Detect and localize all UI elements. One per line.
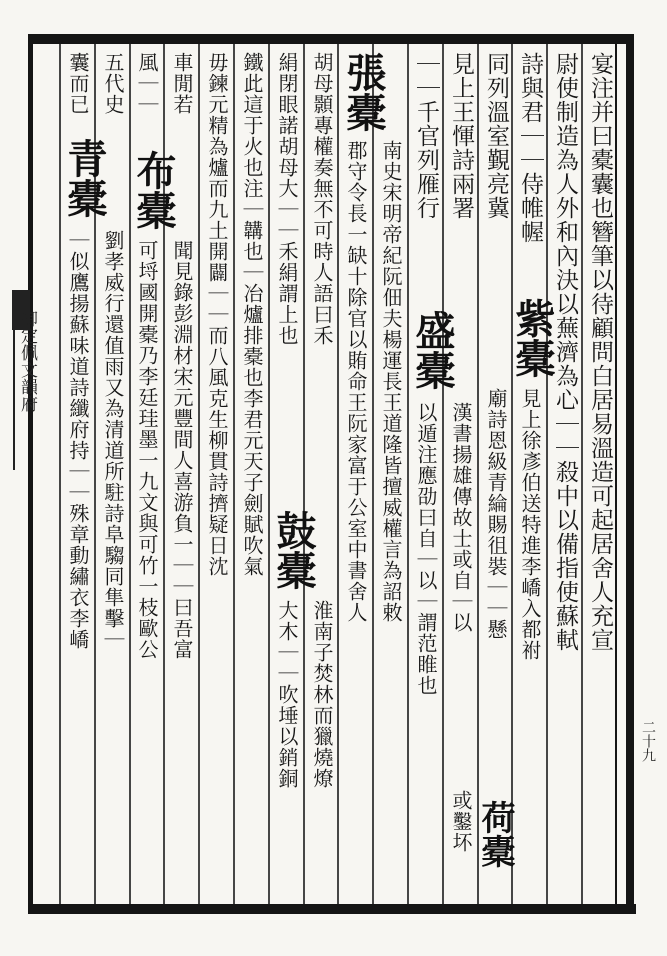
text-column-3: 詩與君｜｜侍帷幄 bbox=[517, 52, 543, 244]
headword-zi: 紫橐 bbox=[509, 298, 556, 378]
headword-he: 荷橐 bbox=[475, 800, 515, 868]
text-column-16: 五代史 bbox=[101, 52, 125, 115]
text-column-4: 同列溫室覲亮冀 bbox=[483, 52, 509, 220]
text-column-19: ｜似鷹揚蘇味道詩纖府持｜｜殊章動繡衣李嶠 bbox=[66, 230, 90, 650]
text-column-11: 鐵此這于火也注｜韝也｜冶爐排橐也李君元天子劍賦吹氣 bbox=[240, 52, 264, 577]
text-column-5: 見上王惲詩兩署 bbox=[448, 52, 474, 220]
gu-note-a: 大木｜｜吹埵以銷銅 bbox=[275, 600, 299, 789]
headword-gu: 鼓橐 bbox=[270, 510, 317, 590]
zi-note-b: 廟詩恩級青綸賜徂裝｜｜懸 bbox=[484, 388, 508, 640]
sheng-note-b: 以遁注應劭曰自｜以｜謂范睢也 bbox=[414, 402, 438, 696]
headword-qing: 青橐 bbox=[61, 138, 108, 218]
text-column-13: 車閒若 bbox=[170, 52, 194, 115]
page-frame-top bbox=[28, 34, 632, 44]
sheng-note-a: 漢書揚雄傳故士或自｜以 bbox=[449, 402, 473, 633]
page-frame-right bbox=[626, 34, 634, 914]
margin-side-note: 御定佩文韻府 bbox=[17, 310, 37, 412]
text-column-10: 絹閉眼諾胡母大｜｜禾絹謂上也 bbox=[275, 52, 299, 346]
page-frame-bottom bbox=[28, 904, 636, 914]
text-column-18: 劉孝威行還值雨又為清道所駐詩阜騶同隼擊｜ bbox=[101, 230, 125, 650]
text-column-14: 風｜｜ bbox=[135, 52, 159, 115]
text-column-2: 尉使制造為人外和內決以蕪濟為心｜｜殺中以備指使蘇軾 bbox=[552, 52, 578, 652]
sheng-note-c: 或鑿坏 bbox=[449, 790, 473, 853]
zi-note-a: 見上徐彥伯送特進李嶠入都祔 bbox=[518, 388, 542, 661]
text-column-15: 可埒國開橐乃李廷珪墨一九文與可竹一枝歐公 bbox=[135, 240, 159, 660]
gu-note-b: 淮南子焚林而獵燒燎 bbox=[310, 600, 334, 789]
page-number: 二十九 bbox=[640, 720, 656, 762]
text-column-1: 宴注并曰橐囊也簪筆以待顧問白居易溫造可起居舍人充宣 bbox=[587, 52, 613, 652]
bu-note-a: 聞見錄彭淵材宋元豐間人喜游負一｜｜曰吾富 bbox=[170, 240, 194, 660]
text-column-8: 郡守令長一缺十除官以賄命王阮家富于公室中書舍人 bbox=[344, 140, 368, 623]
headword-zhang: 張橐 bbox=[340, 52, 387, 132]
text-column-12: 毋鍊元精為爐而九土開闢｜｜而八風克生柳貫詩擠疑日沈 bbox=[205, 52, 229, 577]
headword-sheng: 盛橐 bbox=[409, 310, 456, 390]
text-column-6: ｜｜千官列雁行 bbox=[413, 52, 439, 220]
headword-bu: 布橐 bbox=[130, 150, 177, 230]
text-column-17: 囊而已 bbox=[66, 52, 90, 115]
page-frame-left bbox=[28, 34, 33, 914]
text-column-7: 南史宋明帝紀阮佃夫楊運長王道隆皆擅威權言為詔敕 bbox=[379, 140, 403, 623]
text-column-9: 胡母顥專權奏無不可時人語曰禾 bbox=[310, 52, 334, 346]
